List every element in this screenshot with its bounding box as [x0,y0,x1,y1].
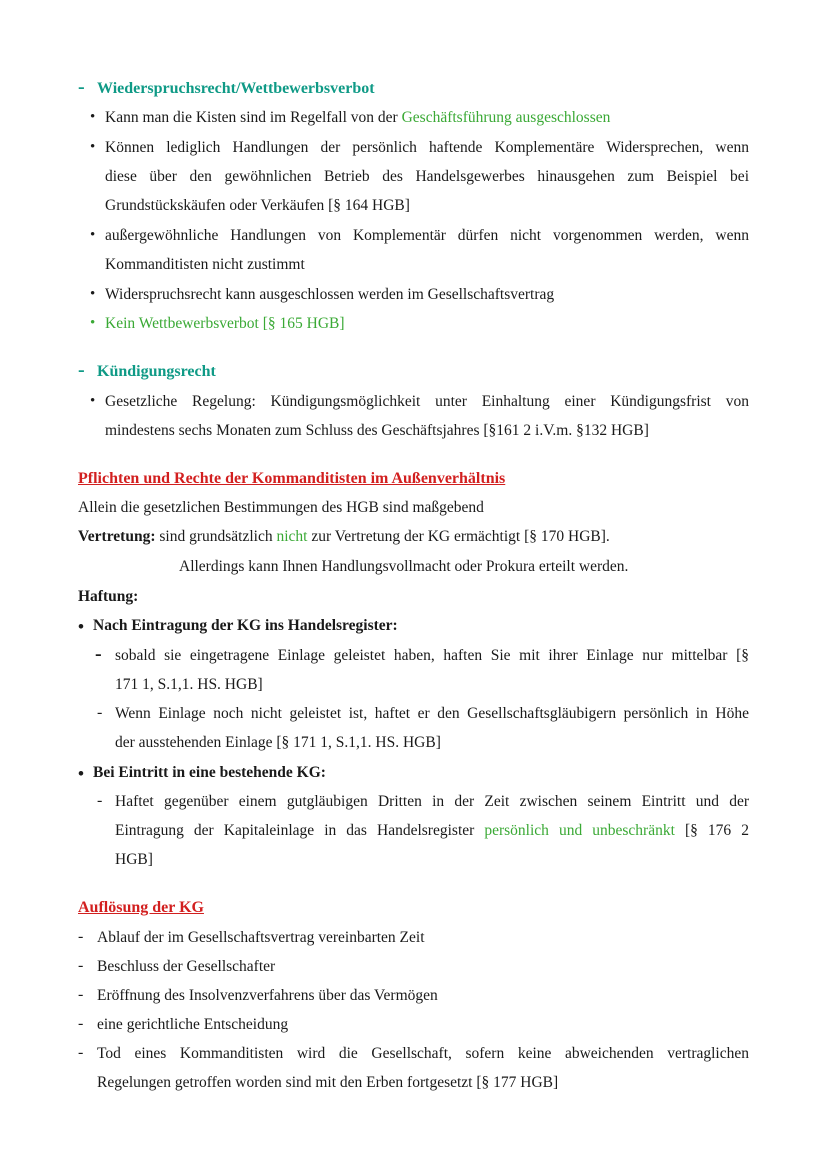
bullet: • [90,286,96,302]
dash: - [78,986,84,1003]
dash: - [78,1015,84,1032]
bullet: • [90,139,96,155]
subheading: Haftung: [78,588,139,605]
section-heading: Kündigungsrecht [97,363,216,380]
list-item-title: Nach Eintragung der KG ins Handelsregister: [93,617,398,634]
list-item-line: Gesetzliche Regelung: Kündigungsmöglichkeit unter Einhaltung einer Kündigungsfrist von [105,393,749,410]
list-item-line: Kein Wettbewerbsverbot [§ 165 HGB] [105,315,345,332]
list-item: Ablauf der im Gesellschaftsvertrag vereinbarten Zeit [97,929,425,946]
list-item-line: Wenn Einlage noch nicht geleistet ist, haftet er den Gesellschaftsgläubigern persönlich in Höhe [115,705,749,722]
section-heading: Pflichten und Rechte der Kommanditisten im Außenverhältnis [78,470,506,487]
section-heading: Auflösung der KG [78,899,204,916]
list-item-line: 171 1, S.1,1. HS. HGB] [115,676,263,693]
list-item-line: Haftet gegenüber einem gutgläubigen Dritten in der Zeit zwischen seinem Eintritt und der [115,793,749,810]
bullet: • [90,393,96,409]
section-dash: - [78,359,85,381]
list-item-line: Widerspruchsrecht kann ausgeschlossen werden im Gesellschaftsvertrag [105,286,555,303]
section-heading: Wiederspruchsrecht/Wettbewerbsverbot [97,80,375,97]
list-item-line: Eintragung der Kapitaleinlage in das Handelsregister persönlich und unbeschränkt [§ 176 2 [115,822,749,839]
list-item-line: Grundstückskäufen oder Verkäufen [§ 164 HGB] [105,197,410,214]
list-item-line: Können lediglich Handlungen der persönlich haftende Komplementäre Widersprechen, wenn [105,139,749,156]
list-item-line: Kommanditisten nicht zustimmt [105,256,305,273]
bullet: • [78,764,84,783]
list-item: Eröffnung des Insolvenzverfahrens über das Vermögen [97,987,438,1004]
dash: - [95,643,102,665]
list-item-line: Tod eines Kommanditisten wird die Gesellschaft, sofern keine abweichenden vertraglichen [97,1045,749,1062]
list-item: eine gerichtliche Entscheidung [97,1016,289,1033]
list-item-line: Regelungen getroffen worden sind mit den Erben fortgesetzt [§ 177 HGB] [97,1074,559,1091]
list-item-line: diese über den gewöhnlichen Betrieb des Handelsgewerbes hinausgehen zum Beispiel bei [105,168,749,185]
bullet: • [90,227,96,243]
list-item-line: außergewöhnliche Handlungen von Komplementär dürfen nicht vorgenommen werden, wenn [105,227,749,244]
paragraph: Allein die gesetzlichen Bestimmungen des HGB sind maßgebend [78,499,484,516]
list-item: Kann man die Kisten sind im Regelfall von der Geschäftsführung ausgeschlossen [105,109,611,126]
list-item-line: sobald sie eingetragene Einlage geleistet haben, haften Sie mit ihrer Einlage nur mittelbar [§ [115,647,749,664]
dash: - [78,928,84,945]
dash: - [78,957,84,974]
paragraph: Vertretung: sind grundsätzlich nicht zur Vertretung der KG ermächtigt [§ 170 HGB]. [78,528,610,545]
list-item-line: HGB] [115,851,153,868]
dash: - [97,704,103,721]
bullet: • [90,109,96,125]
bullet: • [78,617,84,636]
list-item-line: mindestens sechs Monaten zum Schluss des Geschäftsjahres [§161 2 i.V.m. §132 HGB] [105,422,649,439]
bullet: • [90,315,96,331]
section-dash: - [78,76,85,98]
paragraph: Allerdings kann Ihnen Handlungsvollmacht oder Prokura erteilt werden. [179,558,629,575]
dash: - [78,1044,84,1061]
list-item-line: der ausstehenden Einlage [§ 171 1, S.1,1. HS. HGB] [115,734,441,751]
list-item-title: Bei Eintritt in eine bestehende KG: [93,764,326,781]
list-item: Beschluss der Gesellschafter [97,958,276,975]
dash: - [97,792,103,809]
